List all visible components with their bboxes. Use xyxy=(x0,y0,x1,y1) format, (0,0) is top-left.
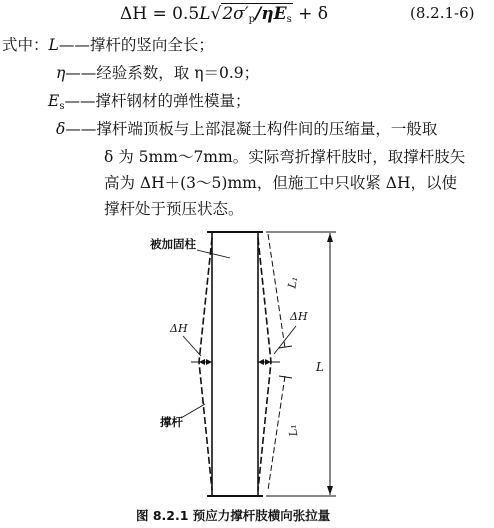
sqrt-sign: √ xyxy=(210,4,222,24)
formula-L: L xyxy=(199,4,211,24)
leader-dH-right xyxy=(274,326,296,354)
formula-lhs: ΔH xyxy=(120,4,148,24)
dash: —— xyxy=(65,64,97,82)
dH-right-arrowhead-1 xyxy=(258,359,264,365)
sqrt-div: /ηE xyxy=(255,4,287,24)
continuation-line-1: δ 为 5mm～7mm。实际弯折撑杆肢时，取撑杆肢矢 xyxy=(104,148,466,166)
leader-strut xyxy=(181,404,205,418)
L-arrowhead-bottom xyxy=(327,486,333,495)
definition-text: 经验系数，取 η＝0.9； xyxy=(96,64,260,82)
label-dH-right: ΔH xyxy=(290,310,308,323)
formula-plus: + δ xyxy=(298,4,328,24)
L1-tick-1 xyxy=(279,346,292,348)
leader-dH-left xyxy=(183,336,201,356)
dash: —— xyxy=(65,120,97,138)
symbol-eta: η xyxy=(56,64,66,82)
dash: —— xyxy=(64,92,96,110)
L1-tick-2 xyxy=(279,376,292,378)
dash: —— xyxy=(58,36,90,54)
label-dH-left: ΔH xyxy=(170,322,188,335)
symbol-L: L xyxy=(48,36,59,54)
label-column: 被加固柱 xyxy=(150,237,196,251)
symbol-delta: δ xyxy=(56,120,66,138)
definitions-prefix: 式中： xyxy=(2,36,49,54)
symbol-E-sub: s xyxy=(59,101,65,112)
L-arrowhead-top xyxy=(327,233,333,242)
symbol-E: E xyxy=(48,92,60,110)
continuation-line-3: 撑杆处于预压状态。 xyxy=(104,200,244,218)
dH-left-arrowhead-2 xyxy=(206,359,212,365)
equation-number: (8.2.1-6) xyxy=(410,4,475,22)
sqrt-sub: p xyxy=(248,14,256,25)
definition-text: 撑杆的竖向全长； xyxy=(89,36,214,54)
formula-equals: = 0.5 xyxy=(152,4,200,24)
continuation-line-2: 高为 ΔH＋(3～5)mm，但施工中只收紧 ΔH，以使 xyxy=(104,174,457,192)
sqrt-inner: 2σ′ xyxy=(222,4,249,24)
strut-left xyxy=(199,238,212,490)
definition-text: 撑杆钢材的弹性模量； xyxy=(95,92,251,110)
strut-right xyxy=(258,238,271,490)
definition-text: 撑杆端顶板与上部混凝土构件间的压缩量，一般取 xyxy=(96,120,438,138)
figure-caption: 图 8.2.1 预应力撑杆肢横向张拉量 xyxy=(136,508,331,523)
leader-column xyxy=(197,250,230,258)
label-L1-bottom: L₁ xyxy=(285,423,301,438)
label-L: L xyxy=(316,360,324,374)
label-strut: 撑杆 xyxy=(160,415,183,429)
L1-bottom-dim xyxy=(268,376,285,490)
label-L1-top: L₁ xyxy=(285,275,301,290)
column-rect xyxy=(212,232,258,496)
L1-top-dim xyxy=(268,234,285,348)
sqrt-sub2: s xyxy=(286,14,292,25)
